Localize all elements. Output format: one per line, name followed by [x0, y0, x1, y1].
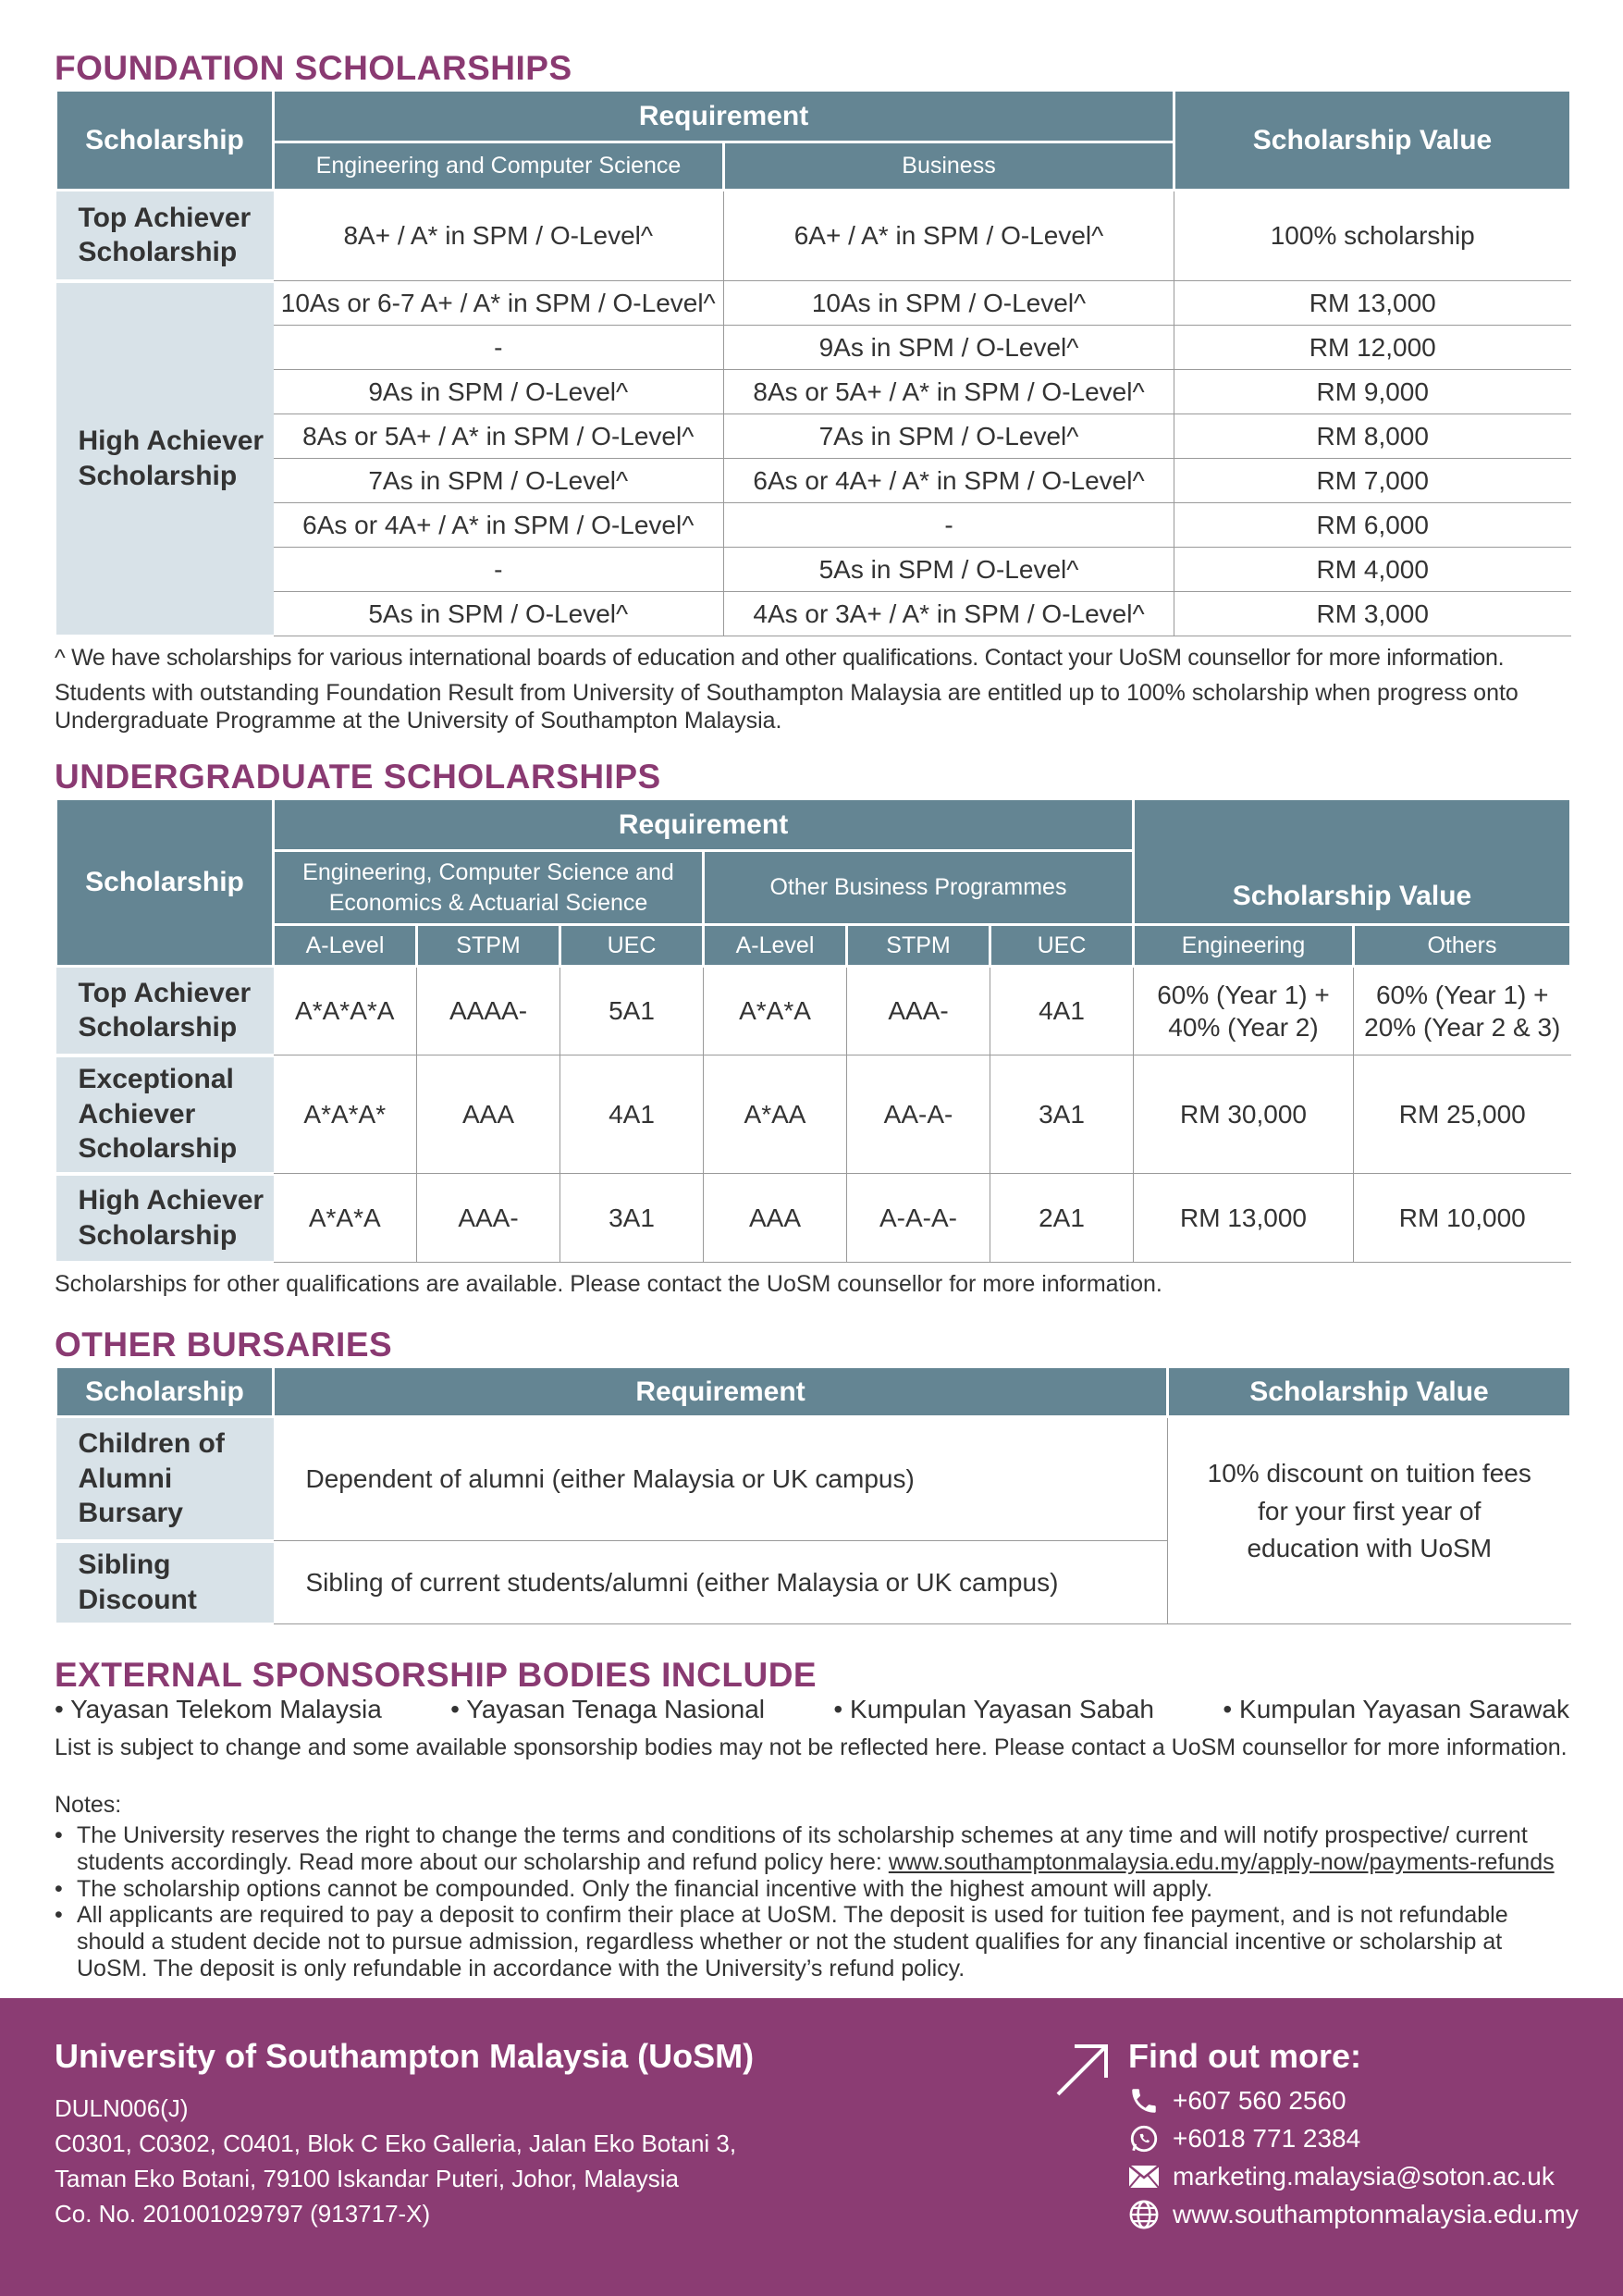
external-title: EXTERNAL SPONSORSHIP BODIES INCLUDE	[55, 1656, 818, 1694]
table-cell: AAA-	[847, 967, 990, 1055]
table-row	[56, 1055, 1571, 1174]
undergrad-header-alevel-2: A-Level	[704, 925, 847, 967]
table-cell: A*A*A*A	[274, 967, 417, 1055]
foundation-header-eng: Engineering and Computer Science	[274, 142, 724, 191]
bursaries-title: OTHER BURSARIES	[55, 1326, 393, 1364]
foundation-header-requirement: Requirement	[274, 91, 1174, 142]
table-cell: 4As or 3A+ / A* in SPM / O-Level^	[724, 592, 1174, 636]
phone-number: +607 560 2560	[1173, 2085, 1346, 2115]
table-cell: 3A1	[560, 1174, 704, 1263]
foundation-note-2: Students with outstanding Foundation Result from University of Southampton Malaysia are entitled up to 100% scholarship when progress onto Undergraduate Programme at the University of Southampton Malaysia.	[55, 680, 1518, 734]
undergrad-header-others: Others	[1354, 925, 1571, 967]
table-cell: 8As or 5A+ / A* in SPM / O-Level^	[274, 414, 724, 459]
table-cell: RM 25,000	[1354, 1055, 1571, 1174]
table-cell: 6As or 4A+ / A* in SPM / O-Level^	[724, 459, 1174, 503]
foundation-top-name: Top Achiever Scholarship	[56, 191, 274, 281]
table-cell: RM 9,000	[1174, 370, 1571, 414]
bursaries-header-value: Scholarship Value	[1168, 1367, 1571, 1417]
undergrad-header-group1: Engineering, Computer Science and Economics & Actuarial Science	[274, 851, 704, 925]
table-row	[56, 414, 1571, 459]
bursaries-header-requirement: Requirement	[274, 1367, 1168, 1417]
table-row	[56, 592, 1571, 636]
table-row	[56, 459, 1571, 503]
foundation-top-eng: 8A+ / A* in SPM / O-Level^	[274, 191, 724, 281]
table-row	[56, 370, 1571, 414]
bursary-value: 10% discount on tuition fees for your first year of education with UoSM	[1168, 1417, 1571, 1624]
undergrad-title: UNDERGRADUATE SCHOLARSHIPS	[55, 758, 661, 796]
email-row[interactable]	[1128, 2157, 1579, 2195]
table-cell: 60% (Year 1) + 40% (Year 2)	[1134, 967, 1354, 1055]
undergrad-row-name: High Achiever Scholarship	[56, 1174, 274, 1263]
whatsapp-row[interactable]	[1128, 2119, 1579, 2157]
table-row	[56, 1417, 1571, 1541]
table-row	[56, 1174, 1571, 1263]
undergrad-header-stpm-1: STPM	[417, 925, 560, 967]
undergrad-note: Scholarships for other qualifications are available. Please contact the UoSM counsellor for more information.	[55, 1271, 1162, 1297]
bursaries-header-scholarship: Scholarship	[56, 1367, 274, 1417]
arrow-icon	[1054, 2041, 1112, 2098]
note-item: • All applicants are required to pay a deposit to confirm their place at UoSM. The deposit is used for tuition fee payment, and is not refundable should a student decide not to pursue admission, regardless whether or not the student qualifies for any financial incentive or scholarship at UoSM. The deposit is only refundable in accordance with the University’s refund policy.	[55, 1902, 1569, 1981]
table-cell: RM 4,000	[1174, 548, 1571, 592]
table-row	[56, 503, 1571, 548]
whatsapp-number: +6018 771 2384	[1173, 2123, 1361, 2153]
table-cell: AAAA-	[417, 967, 560, 1055]
foundation-header-value: Scholarship Value	[1174, 91, 1571, 191]
table-cell: A*A*A	[704, 967, 847, 1055]
foundation-top-business: 6A+ / A* in SPM / O-Level^	[724, 191, 1174, 281]
table-cell: 5As in SPM / O-Level^	[274, 592, 724, 636]
table-cell: 3A1	[990, 1055, 1134, 1174]
table-cell: 9As in SPM / O-Level^	[274, 370, 724, 414]
undergrad-header-alevel-1: A-Level	[274, 925, 417, 967]
email-icon	[1128, 2165, 1160, 2189]
table-cell: RM 30,000	[1134, 1055, 1354, 1174]
table-cell: -	[274, 548, 724, 592]
phone-row[interactable]	[1128, 2081, 1579, 2119]
list-item: • Kumpulan Yayasan Sabah	[833, 1695, 1155, 1723]
table-cell: 5As in SPM / O-Level^	[724, 548, 1174, 592]
table-cell: RM 13,000	[1174, 281, 1571, 326]
table-cell: 60% (Year 1) + 20% (Year 2 & 3)	[1354, 967, 1571, 1055]
address-line: Taman Eko Botani, 79100 Iskandar Puteri, Johor, Malaysia	[55, 2165, 679, 2192]
bursary-name: Children of Alumni Bursary	[56, 1417, 274, 1541]
foundation-header-business: Business	[724, 142, 1174, 191]
table-cell: 8As or 5A+ / A* in SPM / O-Level^	[724, 370, 1174, 414]
address-line: C0301, C0302, C0401, Blok C Eko Galleria, Jalan Eko Botani 3,	[55, 2129, 737, 2157]
table-cell: AAA	[417, 1055, 560, 1174]
table-cell: 10As in SPM / O-Level^	[724, 281, 1174, 326]
external-note: List is subject to change and some available sponsorship bodies may not be reflected here. Please contact a UoSM counsellor for more information.	[55, 1734, 1568, 1760]
bursary-name: Sibling Discount	[56, 1541, 274, 1624]
bursary-requirement: Dependent of alumni (either Malaysia or UK campus)	[274, 1417, 1168, 1541]
table-cell: 6As or 4A+ / A* in SPM / O-Level^	[274, 503, 724, 548]
undergrad-header-group2: Other Business Programmes	[704, 851, 1134, 925]
address-line: DULN006(J)	[55, 2094, 189, 2122]
undergrad-row-name: Exceptional Achiever Scholarship	[56, 1055, 274, 1174]
table-cell: 10As or 6-7 A+ / A* in SPM / O-Level^	[274, 281, 724, 326]
table-cell: RM 7,000	[1174, 459, 1571, 503]
foundation-high-name: High Achiever Scholarship	[56, 281, 274, 636]
foundation-table	[55, 89, 1572, 638]
find-out-more-title: Find out more:	[1128, 2037, 1361, 2075]
footer	[0, 1998, 1623, 2296]
address	[55, 2091, 754, 2231]
table-cell: RM 13,000	[1134, 1174, 1354, 1263]
table-cell: 4A1	[990, 967, 1134, 1055]
undergrad-table	[55, 797, 1572, 1265]
undergrad-header-uec-2: UEC	[990, 925, 1134, 967]
table-cell: AAA-	[417, 1174, 560, 1263]
website-row[interactable]	[1128, 2195, 1579, 2233]
table-cell: RM 3,000	[1174, 592, 1571, 636]
table-cell: A*AA	[704, 1055, 847, 1174]
table-cell: RM 6,000	[1174, 503, 1571, 548]
refund-policy-link[interactable]: www.southamptonmalaysia.edu.my/apply-now/payments-refunds	[888, 1848, 1555, 1875]
table-cell: A*A*A*	[274, 1055, 417, 1174]
table-cell: A-A-A-	[847, 1174, 990, 1263]
list-item: • Yayasan Tenaga Nasional	[450, 1695, 766, 1723]
list-item: • Yayasan Telekom Malaysia	[55, 1695, 382, 1723]
undergrad-header-value: Scholarship Value	[1134, 799, 1571, 925]
foundation-note-1: ^ We have scholarships for various international boards of education and other qualifications. Contact your UoSM counsellor for more information.	[55, 645, 1505, 671]
table-cell: 4A1	[560, 1055, 704, 1174]
foundation-title: FOUNDATION SCHOLARSHIPS	[55, 49, 572, 87]
table-cell: A*A*A	[274, 1174, 417, 1263]
notes-heading: Notes:	[55, 1792, 122, 1818]
table-row	[56, 281, 1571, 326]
table-cell: -	[274, 326, 724, 370]
table-cell: AA-A-	[847, 1055, 990, 1174]
foundation-top-value: 100% scholarship	[1174, 191, 1571, 281]
address-line: Co. No. 201001029797 (913717-X)	[55, 2200, 431, 2228]
table-cell: -	[724, 503, 1174, 548]
globe-icon	[1128, 2199, 1160, 2230]
table-cell: 7As in SPM / O-Level^	[274, 459, 724, 503]
phone-icon	[1128, 2085, 1160, 2117]
undergrad-row-name: Top Achiever Scholarship	[56, 967, 274, 1055]
table-cell: RM 8,000	[1174, 414, 1571, 459]
table-row	[56, 548, 1571, 592]
undergrad-header-engineering: Engineering	[1134, 925, 1354, 967]
table-cell: 7As in SPM / O-Level^	[724, 414, 1174, 459]
undergrad-header-stpm-2: STPM	[847, 925, 990, 967]
table-cell: 2A1	[990, 1174, 1134, 1263]
table-row	[56, 326, 1571, 370]
undergrad-header-uec-1: UEC	[560, 925, 704, 967]
undergrad-header-requirement: Requirement	[274, 799, 1134, 851]
note-item: • The University reserves the right to change the terms and conditions of its scholarship schemes at any time and will notify prospective/ current students accordingly. Read more about our scholarship and refund policy here: www.southamptonmalaysia.edu.my/apply-now/payments-refunds	[55, 1822, 1569, 1876]
table-cell: 9As in SPM / O-Level^	[724, 326, 1174, 370]
undergrad-header-scholarship: Scholarship	[56, 799, 274, 967]
email-address: marketing.malaysia@soton.ac.uk	[1173, 2161, 1555, 2191]
bursary-requirement: Sibling of current students/alumni (either Malaysia or UK campus)	[274, 1541, 1168, 1624]
table-cell: RM 10,000	[1354, 1174, 1571, 1263]
table-row	[56, 967, 1571, 1055]
table-cell: 5A1	[560, 967, 704, 1055]
table-cell: AAA	[704, 1174, 847, 1263]
university-name: University of Southampton Malaysia (UoSM)	[55, 2037, 755, 2075]
whatsapp-icon	[1128, 2123, 1160, 2154]
sponsor-list	[55, 1695, 1569, 1724]
list-item: • Kumpulan Yayasan Sarawak	[1223, 1695, 1569, 1723]
bursaries-table	[55, 1365, 1572, 1626]
note-item: • The scholarship options cannot be compounded. Only the financial incentive with the highest amount will apply.	[55, 1876, 1569, 1903]
foundation-header-scholarship: Scholarship	[56, 91, 274, 191]
table-cell: RM 12,000	[1174, 326, 1571, 370]
website-url: www.southamptonmalaysia.edu.my	[1173, 2199, 1579, 2228]
